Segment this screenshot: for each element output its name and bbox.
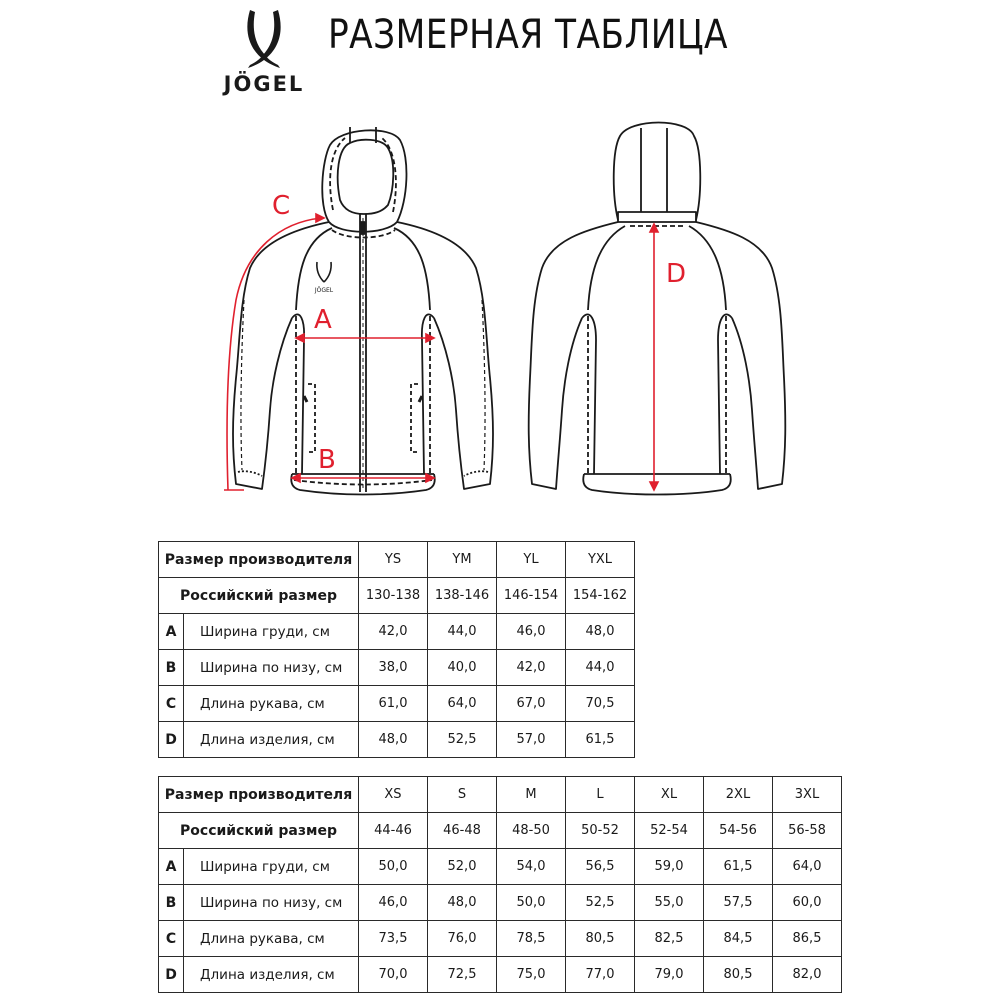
size-cell: 2XL bbox=[704, 777, 773, 813]
row-label: Ширина по низу, см bbox=[184, 885, 359, 921]
value-cell: 84,5 bbox=[704, 921, 773, 957]
row-letter: D bbox=[159, 722, 184, 758]
ru-size-cell: 50-52 bbox=[566, 813, 635, 849]
row-letter: B bbox=[159, 650, 184, 686]
value-cell: 42,0 bbox=[359, 614, 428, 650]
size-cell: YXL bbox=[566, 542, 635, 578]
page-title: РАЗМЕРНАЯ ТАБЛИЦА bbox=[328, 12, 729, 58]
row-letter: C bbox=[159, 686, 184, 722]
size-cell: YL bbox=[497, 542, 566, 578]
value-cell: 64,0 bbox=[428, 686, 497, 722]
label-a: A bbox=[314, 305, 332, 335]
value-cell: 50,0 bbox=[497, 885, 566, 921]
size-cell: S bbox=[428, 777, 497, 813]
size-cell: M bbox=[497, 777, 566, 813]
row-letter: A bbox=[159, 614, 184, 650]
row-label: Длина изделия, см bbox=[184, 957, 359, 993]
ru-size-cell: 48-50 bbox=[497, 813, 566, 849]
value-cell: 86,5 bbox=[773, 921, 842, 957]
table-row bbox=[159, 722, 635, 758]
table-row-ru-size bbox=[159, 578, 635, 614]
value-cell: 48,0 bbox=[428, 885, 497, 921]
value-cell: 59,0 bbox=[635, 849, 704, 885]
ru-size-cell: 138-146 bbox=[428, 578, 497, 614]
header-label: Размер производителя bbox=[159, 542, 359, 578]
ru-size-cell: 130-138 bbox=[359, 578, 428, 614]
value-cell: 70,0 bbox=[359, 957, 428, 993]
value-cell: 60,0 bbox=[773, 885, 842, 921]
chest-logo-icon bbox=[314, 262, 334, 294]
value-cell: 67,0 bbox=[497, 686, 566, 722]
value-cell: 48,0 bbox=[359, 722, 428, 758]
ru-size-cell: 146-154 bbox=[497, 578, 566, 614]
table-row bbox=[159, 885, 842, 921]
ru-size-label: Российский размер bbox=[159, 578, 359, 614]
table-row bbox=[159, 686, 635, 722]
value-cell: 77,0 bbox=[566, 957, 635, 993]
row-letter: A bbox=[159, 849, 184, 885]
row-label: Ширина груди, см bbox=[184, 849, 359, 885]
header-label: Размер производителя bbox=[159, 777, 359, 813]
jacket-front-drawing bbox=[233, 127, 493, 495]
value-cell: 42,0 bbox=[497, 650, 566, 686]
value-cell: 75,0 bbox=[497, 957, 566, 993]
table-row bbox=[159, 921, 842, 957]
value-cell: 48,0 bbox=[566, 614, 635, 650]
ru-size-cell: 44-46 bbox=[359, 813, 428, 849]
row-label: Длина рукава, см bbox=[184, 921, 359, 957]
value-cell: 78,5 bbox=[497, 921, 566, 957]
value-cell: 57,0 bbox=[497, 722, 566, 758]
jacket-back-drawing bbox=[529, 123, 786, 495]
size-cell: YS bbox=[359, 542, 428, 578]
ru-size-label: Российский размер bbox=[159, 813, 359, 849]
table-row bbox=[159, 614, 635, 650]
size-cell: YM bbox=[428, 542, 497, 578]
value-cell: 73,5 bbox=[359, 921, 428, 957]
value-cell: 80,5 bbox=[566, 921, 635, 957]
table-row-header bbox=[159, 542, 635, 578]
value-cell: 64,0 bbox=[773, 849, 842, 885]
value-cell: 44,0 bbox=[566, 650, 635, 686]
value-cell: 76,0 bbox=[428, 921, 497, 957]
label-c: C bbox=[272, 191, 291, 221]
table-row bbox=[159, 650, 635, 686]
ru-size-cell: 54-56 bbox=[704, 813, 773, 849]
jacket-diagram bbox=[0, 110, 1000, 510]
ru-size-cell: 52-54 bbox=[635, 813, 704, 849]
value-cell: 52,5 bbox=[428, 722, 497, 758]
brand-mark-icon bbox=[214, 8, 314, 70]
value-cell: 82,0 bbox=[773, 957, 842, 993]
value-cell: 46,0 bbox=[497, 614, 566, 650]
value-cell: 72,5 bbox=[428, 957, 497, 993]
row-label: Длина изделия, см bbox=[184, 722, 359, 758]
value-cell: 52,0 bbox=[428, 849, 497, 885]
brand-logo bbox=[214, 8, 314, 98]
value-cell: 54,0 bbox=[497, 849, 566, 885]
value-cell: 61,5 bbox=[566, 722, 635, 758]
value-cell: 70,5 bbox=[566, 686, 635, 722]
value-cell: 55,0 bbox=[635, 885, 704, 921]
table-row bbox=[159, 957, 842, 993]
ru-size-cell: 46-48 bbox=[428, 813, 497, 849]
value-cell: 50,0 bbox=[359, 849, 428, 885]
value-cell: 38,0 bbox=[359, 650, 428, 686]
row-letter: C bbox=[159, 921, 184, 957]
row-letter: B bbox=[159, 885, 184, 921]
row-label: Длина рукава, см bbox=[184, 686, 359, 722]
value-cell: 44,0 bbox=[428, 614, 497, 650]
value-cell: 61,5 bbox=[704, 849, 773, 885]
row-label: Ширина груди, см bbox=[184, 614, 359, 650]
ru-size-cell: 154-162 bbox=[566, 578, 635, 614]
value-cell: 57,5 bbox=[704, 885, 773, 921]
size-cell: XS bbox=[359, 777, 428, 813]
table-row bbox=[159, 849, 842, 885]
label-b: B bbox=[318, 445, 336, 475]
size-cell: L bbox=[566, 777, 635, 813]
size-table-adult bbox=[158, 776, 842, 993]
label-d: D bbox=[666, 259, 687, 289]
value-cell: 56,5 bbox=[566, 849, 635, 885]
ru-size-cell: 56-58 bbox=[773, 813, 842, 849]
value-cell: 80,5 bbox=[704, 957, 773, 993]
size-table-youth bbox=[158, 541, 635, 758]
value-cell: 46,0 bbox=[359, 885, 428, 921]
size-cell: 3XL bbox=[773, 777, 842, 813]
table-row-header bbox=[159, 777, 842, 813]
table-row-ru-size bbox=[159, 813, 842, 849]
value-cell: 40,0 bbox=[428, 650, 497, 686]
value-cell: 82,5 bbox=[635, 921, 704, 957]
value-cell: 79,0 bbox=[635, 957, 704, 993]
brand-name: JÖGEL bbox=[223, 72, 305, 96]
svg-text:JÖGEL: JÖGEL bbox=[314, 287, 334, 294]
row-label: Ширина по низу, см bbox=[184, 650, 359, 686]
size-cell: XL bbox=[635, 777, 704, 813]
row-letter: D bbox=[159, 957, 184, 993]
value-cell: 52,5 bbox=[566, 885, 635, 921]
value-cell: 61,0 bbox=[359, 686, 428, 722]
